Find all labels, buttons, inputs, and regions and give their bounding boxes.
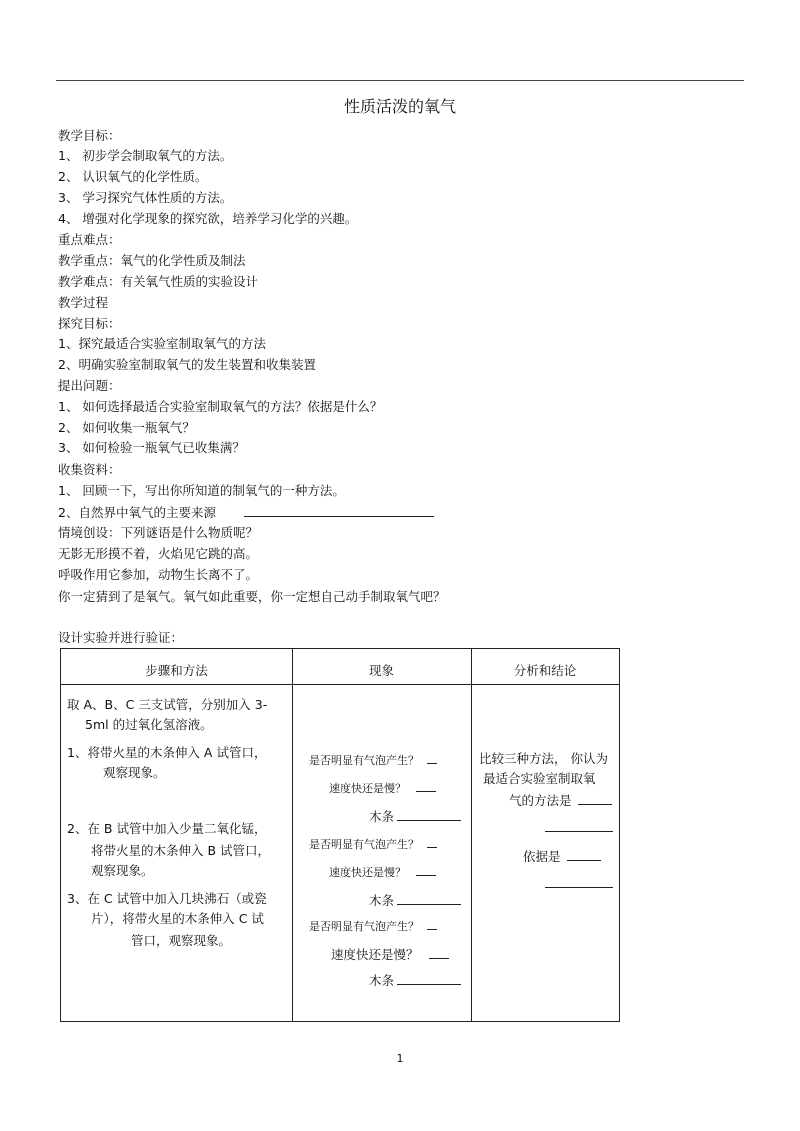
header-analysis: 分析和结论 bbox=[513, 663, 577, 678]
text-line: 情境创设：下列谜语是什么物质呢？ bbox=[58, 525, 259, 540]
obs-stick bbox=[369, 971, 461, 989]
fill-in-blank[interactable] bbox=[427, 917, 437, 930]
obs-stick-label: 木条 bbox=[369, 973, 395, 988]
analysis-text: 比较三种方法， 你认为 bbox=[479, 751, 608, 766]
analysis-method-label: 气的方法是 bbox=[509, 793, 572, 808]
analysis-basis-label: 依据是 bbox=[523, 849, 561, 864]
text-line: 1、 初步学会制取氧气的方法。 bbox=[58, 148, 233, 163]
text-line: 2、 如何收集一瓶氧气？ bbox=[58, 420, 195, 435]
text-line: 收集资料： bbox=[58, 462, 121, 477]
section-label: 设计实验并进行验证： bbox=[58, 630, 184, 645]
text-line-label: 2、自然界中氧气的主要来源 bbox=[58, 505, 216, 520]
obs-bubbles-label: 是否明显有气泡产生？ bbox=[309, 920, 419, 933]
document-title: 性质活泼的氧气 bbox=[343, 97, 456, 116]
header-observation: 现象 bbox=[368, 663, 394, 678]
text-line: 教学重点：氧气的化学性质及制法 bbox=[58, 253, 246, 268]
header-rule bbox=[56, 80, 744, 81]
step-2: 将带火星的木条伸入 B 试管口， bbox=[91, 843, 271, 858]
fill-in-blank[interactable] bbox=[545, 819, 613, 832]
page-number: 1 bbox=[396, 1052, 404, 1065]
text-line: 2、明确实验室制取氧气的发生装置和收集装置 bbox=[58, 357, 316, 372]
obs-stick-label: 木条 bbox=[369, 893, 395, 908]
text-line: 教学难点：有关氧气性质的实验设计 bbox=[58, 274, 259, 289]
obs-speed-label: 速度快还是慢？ bbox=[331, 947, 419, 962]
analysis-text: 最适合实验室制取氧 bbox=[483, 771, 596, 786]
step-3: 3、在 C 试管中加入几块沸石（或瓷 bbox=[67, 891, 267, 906]
header-divider bbox=[61, 684, 619, 685]
experiment-table bbox=[60, 648, 620, 1022]
step-3: 管口，观察现象。 bbox=[131, 933, 232, 948]
text-line: 重点难点： bbox=[58, 232, 121, 247]
fill-in-blank[interactable] bbox=[397, 892, 461, 905]
analysis-text bbox=[509, 791, 612, 811]
step-intro: 取 A、B、C 三支试管，分别加入 3- bbox=[67, 697, 268, 712]
text-line: 提出问题： bbox=[58, 378, 121, 393]
text-line: 2、 认识氧气的化学性质。 bbox=[58, 169, 208, 184]
text-line: 3、 如何检验一瓶氧气已收集满？ bbox=[58, 440, 245, 455]
text-line: 1、探究最适合实验室制取氧气的方法 bbox=[58, 336, 266, 351]
analysis-basis bbox=[523, 847, 601, 867]
fill-in-blank[interactable] bbox=[429, 946, 449, 959]
fill-in-blank[interactable] bbox=[397, 972, 461, 985]
obs-speed bbox=[329, 779, 436, 796]
obs-speed-label: 速度快还是慢？ bbox=[329, 782, 406, 795]
obs-bubbles bbox=[309, 751, 437, 768]
obs-speed bbox=[331, 945, 449, 963]
text-line: 1、 回顾一下，写出你所知道的制氧气的一种方法。 bbox=[58, 483, 345, 498]
fill-in-blank[interactable] bbox=[397, 808, 461, 821]
step-3: 片），将带火星的木条伸入 C 试 bbox=[91, 911, 264, 926]
text-line: 教学过程 bbox=[58, 295, 109, 310]
fill-in-blank[interactable] bbox=[427, 751, 437, 764]
column-divider bbox=[292, 649, 293, 1021]
fill-in-blank[interactable] bbox=[567, 848, 601, 861]
fill-in-blank[interactable] bbox=[416, 863, 436, 876]
obs-stick-label: 木条 bbox=[369, 809, 395, 824]
obs-speed-label: 速度快还是慢？ bbox=[329, 866, 406, 879]
step-1: 观察现象。 bbox=[103, 765, 166, 780]
text-line: 呼吸作用它参加，动物生长离不了。 bbox=[58, 567, 259, 582]
text-line: 3、 学习探究气体性质的方法。 bbox=[58, 190, 233, 205]
obs-stick bbox=[369, 807, 461, 825]
fill-in-blank[interactable] bbox=[578, 792, 612, 805]
text-line: 你一定猜到了是氧气。氧气如此重要，你一定想自己动手制取氧气吧？ bbox=[58, 589, 446, 604]
header-steps: 步骤和方法 bbox=[145, 663, 208, 678]
obs-bubbles bbox=[309, 835, 437, 852]
obs-stick bbox=[369, 891, 461, 909]
text-line bbox=[58, 504, 434, 521]
fill-in-blank[interactable] bbox=[416, 779, 436, 792]
text-line: 教学目标： bbox=[58, 128, 121, 143]
text-line: 无影无形摸不着，火焰见它跳的高。 bbox=[58, 546, 259, 561]
fill-in-blank[interactable] bbox=[545, 875, 613, 888]
obs-bubbles-label: 是否明显有气泡产生？ bbox=[309, 754, 419, 767]
text-line: 4、 增强对化学现象的探究欲，培养学习化学的兴趣。 bbox=[58, 211, 358, 226]
obs-bubbles-label: 是否明显有气泡产生？ bbox=[309, 838, 419, 851]
step-2: 2、在 B 试管中加入少量二氧化锰， bbox=[67, 821, 267, 836]
step-1: 1、将带火星的木条伸入 A 试管口， bbox=[67, 745, 267, 760]
step-2: 观察现象。 bbox=[91, 863, 154, 878]
text-line: 探究目标： bbox=[58, 316, 121, 331]
fill-in-blank[interactable] bbox=[427, 835, 437, 848]
obs-speed bbox=[329, 863, 436, 880]
column-divider bbox=[471, 649, 472, 1021]
fill-in-blank[interactable] bbox=[244, 504, 434, 517]
obs-bubbles bbox=[309, 917, 437, 934]
step-intro: 5ml 的过氧化氢溶液。 bbox=[85, 717, 213, 732]
text-line: 1、 如何选择最适合实验室制取氧气的方法？依据是什么？ bbox=[58, 399, 383, 414]
